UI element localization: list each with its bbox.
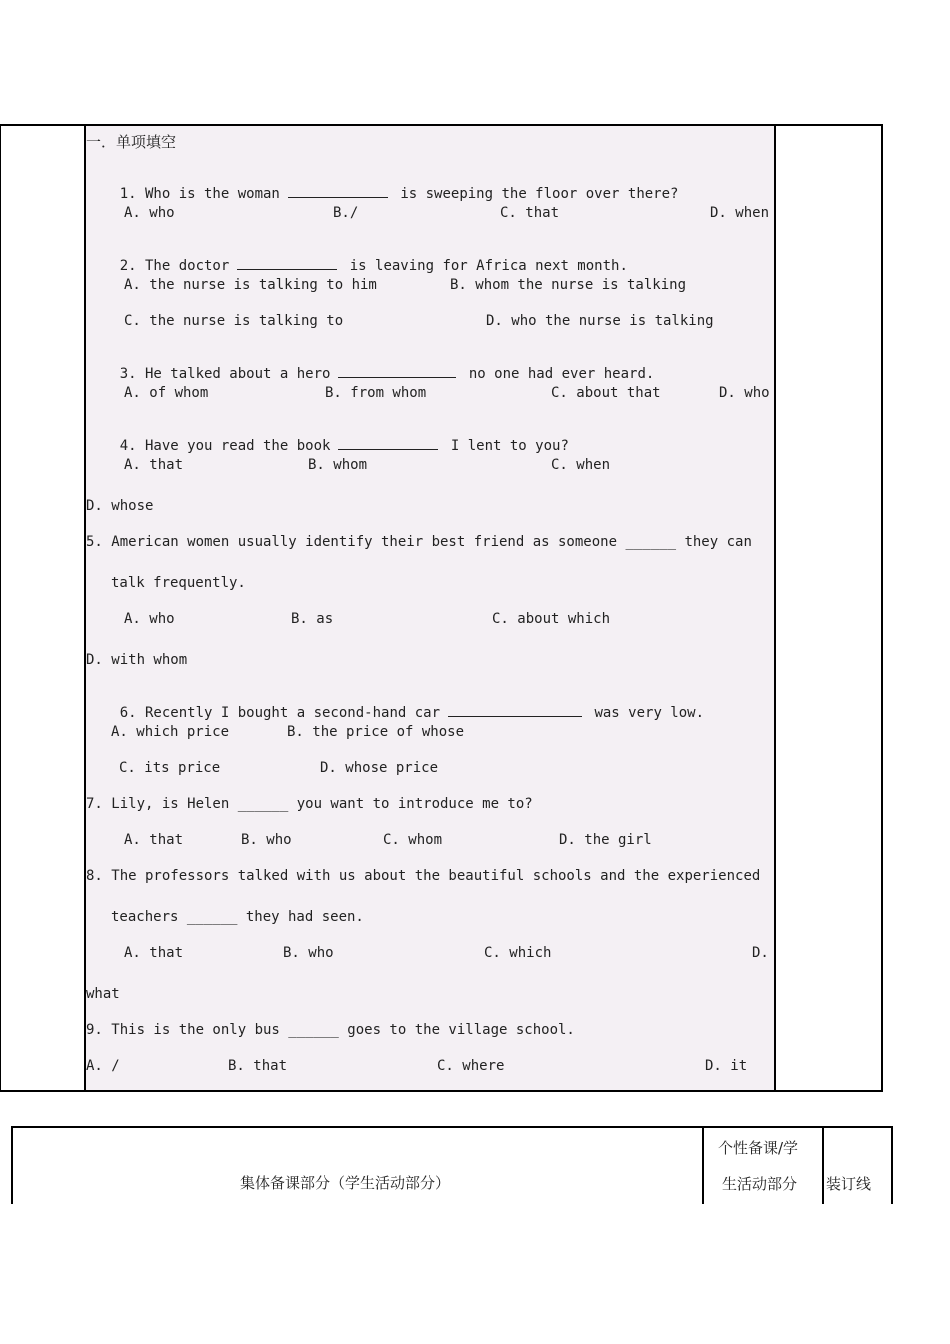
question-2-stem: 2. The doctor is leaving for Africa next month. <box>119 258 628 274</box>
q7-option-c: C. whom <box>383 832 443 848</box>
q6-option-a: A. which price <box>111 724 230 740</box>
q9-option-b: B. that <box>228 1058 288 1074</box>
q9-option-a: A. / <box>86 1058 120 1074</box>
question-8-stem: 8. The professors talked with us about the beautiful schools and the experienced <box>86 868 761 884</box>
question-5-stem-cont: talk frequently. <box>111 575 246 591</box>
q7-option-b: B. who <box>241 832 292 848</box>
question-8-stem-cont: teachers ______ they had seen. <box>111 909 364 925</box>
question-6-stem: 6. Recently I bought a second-hand car was very low. <box>119 705 705 721</box>
q1-option-b: B./ <box>333 205 359 221</box>
q2-option-d: D. who the nurse is talking <box>486 313 714 329</box>
q7-option-a: A. that <box>124 832 184 848</box>
q8-option-a: A. that <box>124 945 184 961</box>
question-4-stem: 4. Have you read the book I lent to you? <box>119 438 569 454</box>
q8-option-d-text: what <box>86 986 120 1002</box>
q1-option-c: C. that <box>500 205 560 221</box>
q8-option-d: D. <box>752 945 769 961</box>
q6-option-d: D. whose price <box>320 760 439 776</box>
question-7-stem: 7. Lily, is Helen ______ you want to introduce me to? <box>86 796 533 812</box>
q6-option-c: C. its price <box>119 760 221 776</box>
q5-option-b: B. as <box>291 611 334 627</box>
personal-prep-label-line1: 个性备课/学 <box>718 1139 799 1157</box>
personal-prep-label-line2: 生活动部分 <box>722 1175 798 1193</box>
q9-option-c: C. where <box>437 1058 505 1074</box>
q5-option-d: D. with whom <box>86 652 188 668</box>
q5-option-a: A. who <box>124 611 175 627</box>
q2-option-c: C. the nurse is talking to <box>124 313 344 329</box>
q3-option-c: C. about that <box>551 385 661 401</box>
q3-option-a: A. of whom <box>124 385 209 401</box>
q4-option-c: C. when <box>551 457 611 473</box>
q9-option-d: D. it <box>705 1058 748 1074</box>
q1-option-d: D. when <box>710 205 770 221</box>
q3-option-b: B. from whom <box>325 385 427 401</box>
q8-option-b: B. who <box>283 945 334 961</box>
q8-option-c: C. which <box>484 945 552 961</box>
question-1-stem: 1. Who is the woman is sweeping the floor over there? <box>119 186 679 202</box>
question-3-stem: 3. He talked about a hero no one had ever heard. <box>119 366 655 382</box>
q3-option-d: D. who <box>719 385 770 401</box>
q4-option-d: D. whose <box>86 498 154 514</box>
q2-option-a: A. the nurse is talking to him <box>124 277 377 293</box>
q4-option-b: B. whom <box>308 457 368 473</box>
q7-option-d: D. the girl <box>559 832 652 848</box>
section-title: 一．单项填空 <box>86 133 177 151</box>
binding-line-label: 装订线 <box>826 1175 872 1193</box>
q4-option-a: A. that <box>124 457 184 473</box>
q5-option-c: C. about which <box>492 611 611 627</box>
q2-option-b: B. whom the nurse is talking <box>450 277 687 293</box>
question-5-stem: 5. American women usually identify their best friend as someone ______ they can <box>86 534 752 550</box>
collective-prep-label: 集体备课部分（学生活动部分） <box>240 1174 451 1192</box>
question-9-stem: 9. This is the only bus ______ goes to the village school. <box>86 1022 575 1038</box>
q1-option-a: A. who <box>124 205 175 221</box>
q6-option-b: B. the price of whose <box>287 724 465 740</box>
